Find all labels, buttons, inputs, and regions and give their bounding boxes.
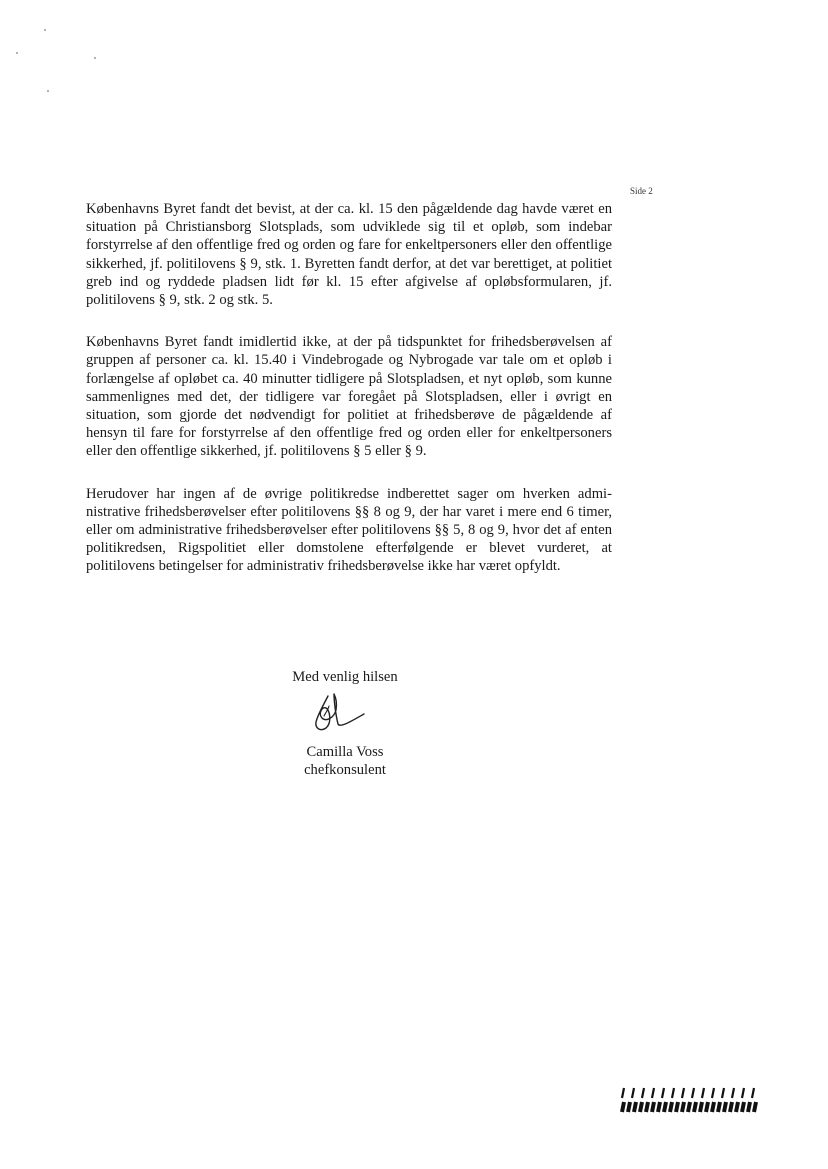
scan-speck <box>47 90 49 92</box>
signer-name: Camilla Voss <box>306 744 384 760</box>
scan-speck <box>16 52 18 54</box>
page-number: Side 2 <box>630 186 653 196</box>
scan-speck <box>94 57 96 59</box>
handwritten-signature <box>306 688 372 738</box>
letter-body <box>86 200 612 600</box>
paragraph-2: Københavns Byret fandt imidlertid ikke, at der på tidspunktet for frihedsberøvelsen af gruppen af personer ca. kl. 15.40 i Vindebrogade og Nybrogade var tale om et opløb i forlængelse af opløbet ca. 40 minutter tidligere på Slotspladsen, et nyt opløb, som kunne sammenlignes med det, der tidligere var foregået på Slotspladsen, eller i øvrigt en situation, som gjorde det nødvendigt for politiet at frihedsberøve de pågældende af hensyn til fare for forstyrrelse af den offentlige fred og orden eller for enkeltpersoners eller den offentlige sikkerhed, jf. politilovens § 5 eller § 9. <box>86 334 612 460</box>
scan-speck <box>44 29 46 31</box>
signer-title: chefkonsulent <box>304 762 386 778</box>
paragraph-3: Herudover har ingen af de øvrige politikredse indberettet sager om hverken administrative frihedsberøvelser efter politilovens §§ 8 og 9, der har varet i mere end 6 timer, eller om administrative frihedsberøvelser efter politilovens §§ 5, 8 og 9, hvor det af enten politikredsen, Rigspolitiet eller domstolene efterfølgende er blevet vurderet, at politilovens betingelser for administrativ frihedsberøvelse ikke har været opfyldt. <box>86 485 612 575</box>
paragraph-1: Københavns Byret fandt det bevist, at der ca. kl. 15 den pågældende dag havde været en situation på Christiansborg Slotsplads, som udviklede sig til et opløb, som indebar forstyrrelse af den offentlige fred og orden og fare for enkeltpersoners eller den offentlige sikkerhed, jf. politilovens § 9, stk. 1. Byretten fandt derfor, at det var berettiget, at politiet greb ind og ryddede pladsen lidt før kl. 15 efter afgivelse af opløbsformularen, jf. politilovens § 9, stk. 2 og stk. 5. <box>86 201 612 309</box>
barcode <box>620 1086 765 1114</box>
closing-greeting: Med venlig hilsen <box>292 669 398 685</box>
